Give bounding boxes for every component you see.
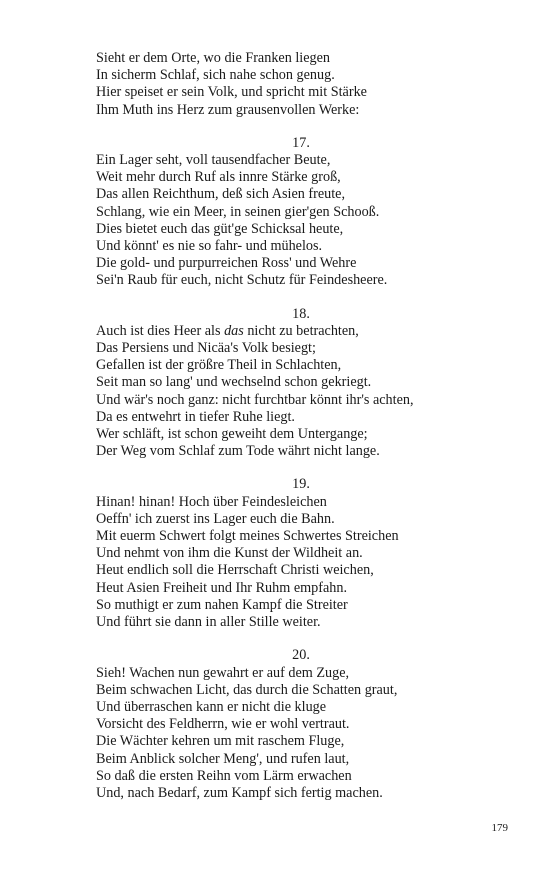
stanza-17 [96,135,516,290]
verse-line-with-emphasis: Auch ist dies Heer als das nicht zu betrachten, [96,322,359,339]
verse-line: So muthigt er zum nahen Kampf die Streiter [96,596,348,613]
verse-line: Hinan! hinan! Hoch über Feindesleichen [96,493,327,510]
verse-line: Und wär's noch ganz: nicht furchtbar könnt ihr's achten, [96,391,414,408]
verse-line: Da es entwehrt in tiefer Ruhe liegt. [96,408,295,425]
stanza-16-continued [96,50,516,119]
stanza-number: 17. [292,134,310,151]
page-number: 179 [491,822,508,834]
verse-line: Beim Anblick solcher Meng', und rufen laut, [96,750,350,767]
stanza-number: 20. [292,647,310,664]
stanza-18 [96,306,516,461]
verse-line: Das allen Reichthum, deß sich Asien freute, [96,186,346,203]
verse-line: In sicherm Schlaf, sich nahe schon genug. [96,67,335,84]
verse-line: Und, nach Bedarf, zum Kampf sich fertig machen. [96,784,383,801]
stanza-number: 18. [292,305,310,322]
verse-line: Und überraschen kann er nicht die kluge [96,698,327,715]
verse-line: Und nehmt von ihm die Kunst der Wildheit an. [96,545,363,562]
poem-page [96,50,516,802]
stanza-19 [96,476,516,631]
verse-line: Sieht er dem Orte, wo die Franken liegen [96,50,331,66]
verse-line: Schlang, wie ein Meer, in seinen gier'gen Schooß. [96,203,380,220]
verse-line: Sei'n Raub für euch, nicht Schutz für Feindesheere. [96,272,388,289]
verse-line: Und könnt' es nie so fahr- und mühelos. [96,238,323,255]
verse-line: Die Wächter kehren um mit raschem Fluge, [96,733,345,750]
verse-line: Die gold- und purpurreichen Ross' und Wehre [96,255,357,272]
verse-line: Wer schläft, ist schon geweiht dem Untergange; [96,426,368,443]
verse-line: Und führt sie dann in aller Stille weiter. [96,614,321,631]
verse-line: Heut endlich soll die Herrschaft Christi weichen, [96,562,374,579]
verse-line: Ihm Muth ins Herz zum grausenvollen Werke: [96,101,360,118]
verse-line: Seit man so lang' und wechselnd schon gekriegt. [96,374,372,391]
verse-line: Weit mehr durch Ruf als innre Stärke groß, [96,169,341,186]
verse-line: Ein Lager seht, voll tausendfacher Beute, [96,152,331,169]
stanza-number: 19. [292,476,310,493]
verse-line: Das Persiens und Nicäa's Volk besiegt; [96,340,316,357]
emphasized-word: das [224,322,244,339]
verse-line: Oeffn' ich zuerst ins Lager euch die Bahn. [96,510,335,527]
verse-line: Hier speiset er sein Volk, und spricht mit Stärke [96,84,367,101]
verse-line: Dies bietet euch das güt'ge Schicksal heute, [96,220,344,237]
verse-line: Vorsicht des Feldherrn, wie er wohl vertraut. [96,716,350,733]
verse-line: Der Weg vom Schlaf zum Tode währt nicht lange. [96,443,380,460]
verse-line: Heut Asien Freiheit und Ihr Ruhm empfahn. [96,579,347,596]
verse-line: So daß die ersten Reihn vom Lärm erwachen [96,767,352,784]
stanza-20 [96,647,516,802]
verse-line: Beim schwachen Licht, das durch die Schatten graut, [96,681,398,698]
verse-line: Sieh! Wachen nun gewahrt er auf dem Zuge, [96,664,350,681]
verse-line: Gefallen ist der größre Theil in Schlachten, [96,357,342,374]
verse-line: Mit euerm Schwert folgt meines Schwertes Streichen [96,528,399,545]
